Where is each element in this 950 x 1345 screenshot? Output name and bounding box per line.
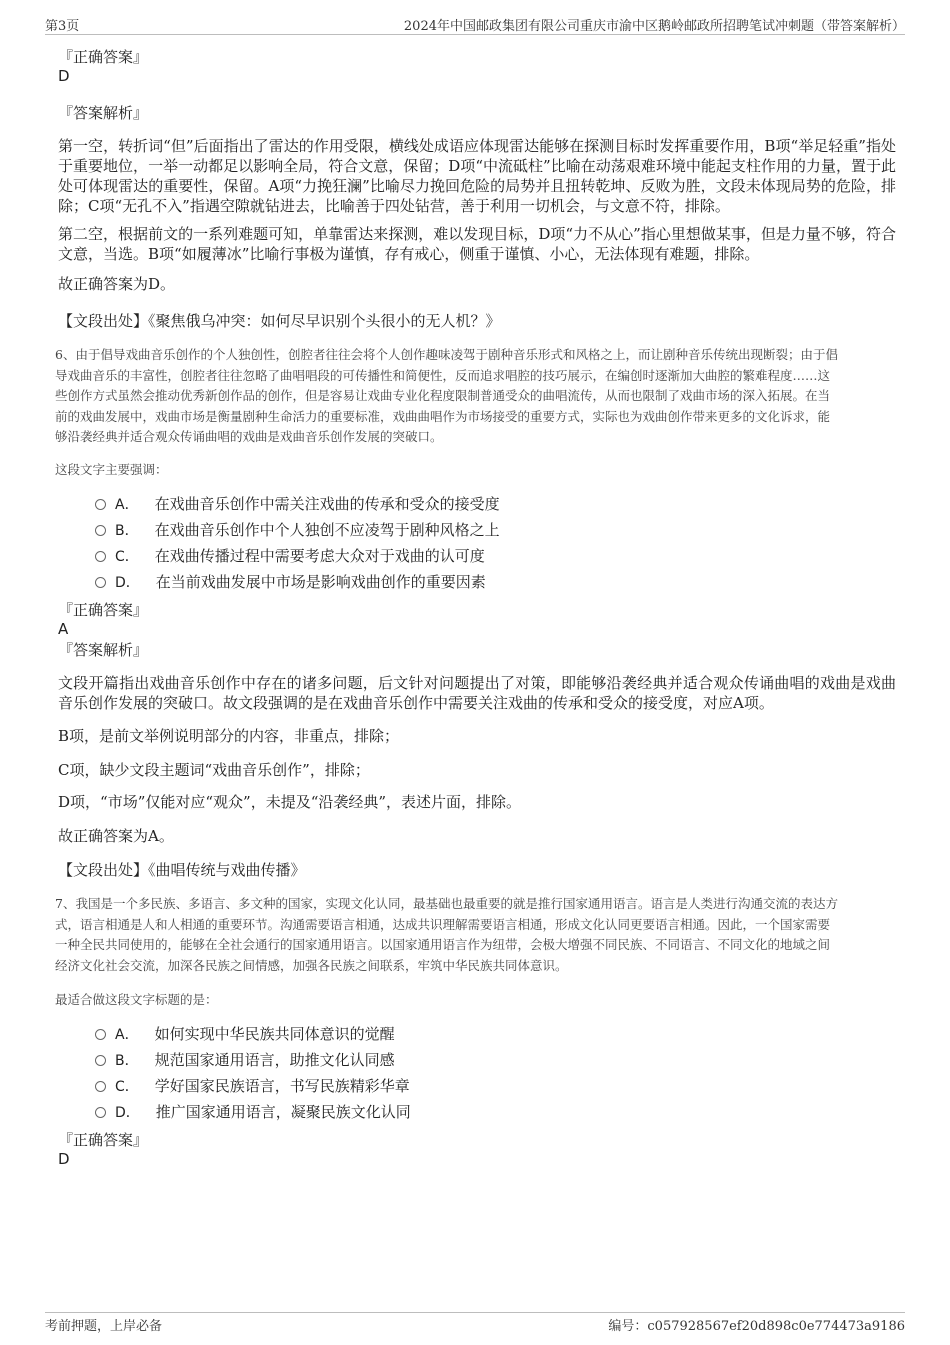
answer-value: A (58, 620, 69, 638)
analysis-paragraph: C项，缺少文段主题词“戏曲音乐创作”，排除； (58, 761, 370, 779)
radio-button[interactable] (95, 1055, 106, 1066)
question-line: 经济文化社会交流，加深各民族之间情感，加强各民族之间联系，牢筑中华民族共同体意识。 (55, 958, 568, 973)
radio-button[interactable] (95, 1081, 106, 1092)
option-d[interactable]: D． 推广国家通用语言，凝聚民族文化认同 (95, 1102, 411, 1123)
document-title: 2024年中国邮政集团有限公司重庆市渝中区鹅岭邮政所招聘笔试冲刺题（带答案解析） (403, 19, 905, 34)
question-line: 6、由于倡导戏曲音乐创作的个人独创性，创腔者往往会将个人创作趣味凌驾于剧种音乐形式和风格之上，而让剧种音乐传统出现断裂；由于倡 (55, 347, 838, 362)
question-line: 式，语言相通是人和人相通的重要环节。沟通需要语言相通，达成共识理解需要语言相通，形成文化认同更要语言相通。因此，一个国家需要 (55, 917, 831, 932)
page-footer (45, 1312, 905, 1335)
option-a[interactable]: A． 在戏曲音乐创作中需关注戏曲的传承和受众的接受度 (95, 494, 500, 515)
source-citation: 【文段出处】《聚焦俄乌冲突：如何尽早识别个头很小的无人机？》 (58, 312, 501, 330)
page-number: 第3页 (45, 19, 80, 34)
radio-button[interactable] (95, 1107, 106, 1118)
radio-button[interactable] (95, 551, 106, 562)
analysis-label: 『答案解析』 (58, 641, 149, 659)
option-c[interactable]: C． 在戏曲传播过程中需要考虑大众对于戏曲的认可度 (95, 546, 485, 567)
analysis-paragraph: 第二空，根据前文的一系列难题可知，单靠雷达来探测，难以发现目标，D项“力不从心”指心里想做某事，但是力量不够，符合文意，当选。B项“如履薄冰”比喻行事极为谨慎，存有戒心，侧重于谨慎、小心，无法体现有难题，排除。 (58, 225, 896, 263)
option-b[interactable]: B． 规范国家通用语言，助推文化认同感 (95, 1050, 395, 1071)
radio-button[interactable] (95, 577, 106, 588)
question-line: 导戏曲音乐的丰富性，创腔者往往忽略了曲唱唱段的可传播性和简便性，反而追求唱腔的技巧展示，在编创时逐渐加大曲腔的繁难程度……这 (55, 368, 831, 383)
analysis-paragraph: B项，是前文举例说明部分的内容，非重点，排除； (58, 727, 400, 745)
analysis-conclusion: 故正确答案为D。 (58, 275, 176, 293)
question-prompt: 最适合做这段文字标题的是： (55, 992, 218, 1007)
answer-label: 『正确答案』 (58, 48, 149, 66)
footer-slogan: 考前押题，上岸必备 (45, 1319, 163, 1334)
question-line: 一种全民共同使用的，能够在全社会通行的国家通用语言。以国家通用语言作为纽带，会极大增强不同民族、不同语言、不同文化的地域之间 (55, 937, 831, 952)
question-line: 7、我国是一个多民族、多语言、多文种的国家，实现文化认同，最基础也最重要的就是推行国家通用语言。语言是人类进行沟通交流的表达方 (55, 896, 838, 911)
option-a[interactable]: A． 如何实现中华民族共同体意识的觉醒 (95, 1024, 395, 1045)
answer-label: 『正确答案』 (58, 601, 149, 619)
analysis-paragraph: D项，“市场”仅能对应“观众”，未提及“沿袭经典”，表述片面，排除。 (58, 793, 522, 811)
radio-button[interactable] (95, 1029, 106, 1040)
option-c[interactable]: C． 学好国家民族语言，书写民族精彩华章 (95, 1076, 410, 1097)
source-citation: 【文段出处】《曲唱传统与戏曲传播》 (58, 861, 306, 879)
analysis-paragraph: 第一空，转折词“但”后面指出了雷达的作用受限，横线处成语应体现雷达能够在探测目标时发挥重要作用，B项“举足轻重”指处于重要地位，一举一动都足以影响全局，符合文意，保留；D项“中流砥柱”比喻在动荡艰难环境中能起支柱作用的力量，置于此处可体现雷达的重要性，保留。A项“力挽狂澜”比喻尽力挽回危险的局势并且扭转乾坤、反败为胜，文段未体现局势的危险，排除；C项“无孔不入”指遇空隙就钻进去，比喻善于四处钻营，善于利用一切机会，与文意不符，排除。 (58, 137, 896, 215)
analysis-label: 『答案解析』 (58, 104, 149, 122)
radio-button[interactable] (95, 525, 106, 536)
page-header (45, 14, 905, 35)
answer-label: 『正确答案』 (58, 1131, 149, 1149)
option-b[interactable]: B． 在戏曲音乐创作中个人独创不应凌驾于剧种风格之上 (95, 520, 500, 541)
analysis-paragraph: 文段开篇指出戏曲音乐创作中存在的诸多问题，后文针对问题提出了对策，即能够沿袭经典并适合观众传诵曲唱的戏曲是戏曲音乐创作发展的突破口。故文段强调的是在戏曲音乐创作中需要关注戏曲的传承和受众的接受度，对应A项。 (58, 674, 896, 712)
radio-button[interactable] (95, 499, 106, 510)
question-line: 前的戏曲发展中，戏曲市场是衡量剧种生命活力的重要标准，戏曲曲唱作为市场接受的重要方式，实际也为戏曲创作带来更多的文化诉求，能 (55, 409, 831, 424)
analysis-conclusion: 故正确答案为A。 (58, 827, 174, 845)
option-d[interactable]: D． 在当前戏曲发展中市场是影响戏曲创作的重要因素 (95, 572, 486, 593)
answer-value: D (58, 67, 70, 85)
question-line: 够沿袭经典并适合观众传诵曲唱的戏曲是戏曲音乐创作发展的突破口。 (55, 429, 443, 444)
question-line: 些创作方式虽然会推动优秀新创作品的创作，但是容易让戏曲专业化程度限制普通受众的曲唱流传，从而也限制了戏曲市场的深入拓展。在当 (55, 388, 831, 403)
document-code: 编号：c057928567ef20d898c0e774473a9186 (608, 1319, 905, 1334)
question-prompt: 这段文字主要强调： (55, 462, 168, 477)
answer-value: D (58, 1150, 70, 1168)
